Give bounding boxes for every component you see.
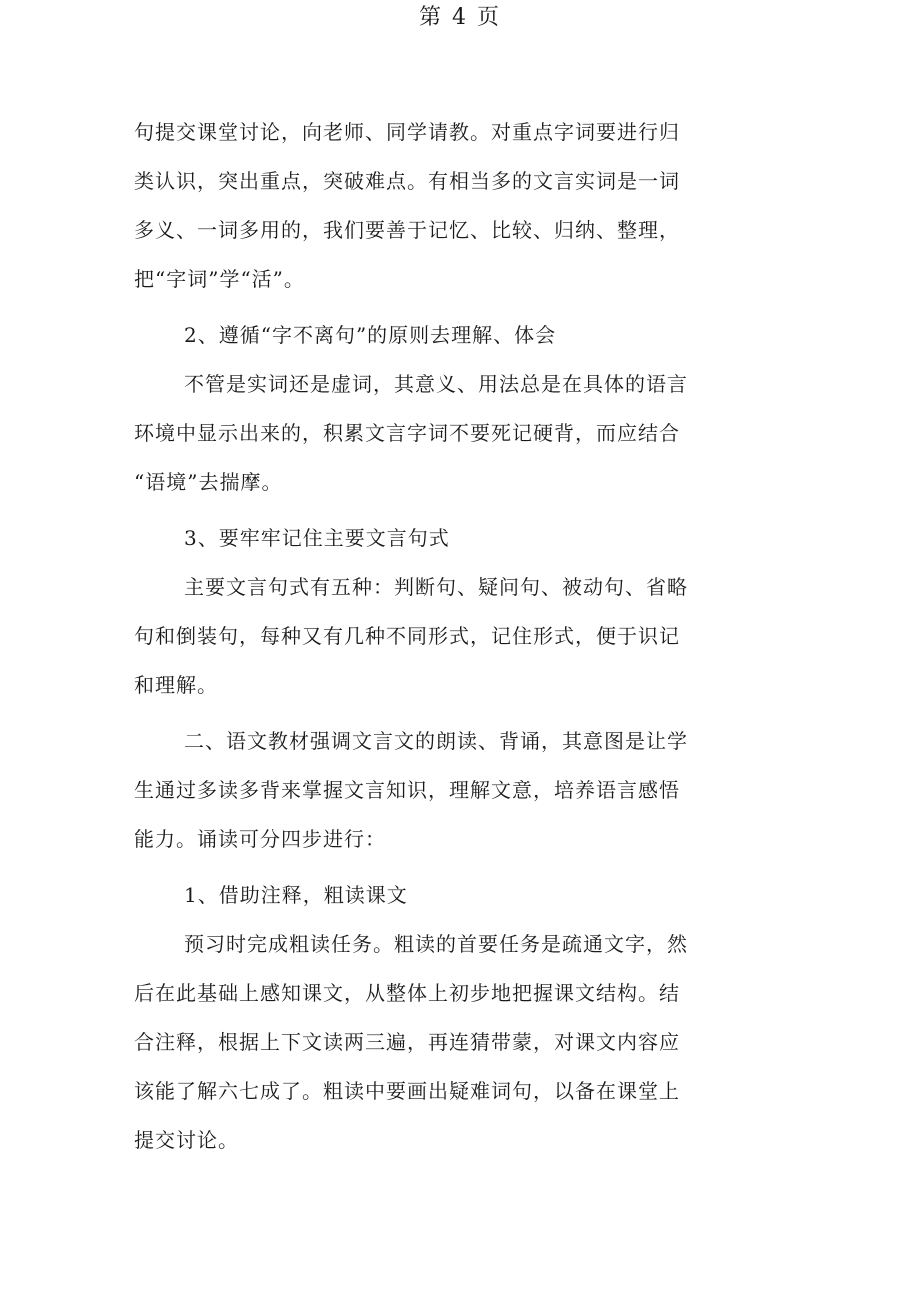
paragraph-start: 预习时完成粗读任务。粗读的首要任务是疏通文字，然	[184, 932, 688, 956]
text-line: 类认识，突出重点，突破难点。有相当多的文言实词是一词	[134, 169, 680, 193]
text-line: 环境中显示出来的，积累文言字词不要死记硬背，而应结合	[134, 421, 680, 445]
text-line: 句提交课堂讨论，向老师、同学请教。对重点字词要进行归	[134, 120, 680, 144]
text-line: 该能了解六七成了。粗读中要画出疑难词句，以备在课堂上	[134, 1079, 680, 1103]
text-line: 后在此基础上感知课文，从整体上初步地把握课文结构。结	[134, 981, 680, 1005]
text-line: “语境”去揣摩。	[134, 470, 283, 494]
section-heading: 3、要牢牢记住主要文言句式	[184, 526, 450, 550]
section-heading: 2、遵循“字不离句”的原则去理解、体会	[184, 323, 557, 347]
text-line: 能力。诵读可分四步进行：	[134, 827, 386, 851]
paragraph-start: 二、语文教材强调文言文的朗读、背诵，其意图是让学	[184, 729, 688, 753]
paragraph-start: 不管是实词还是虚词，其意义、用法总是在具体的语言	[184, 372, 688, 396]
text-line: 把“字词”学“活”。	[134, 267, 305, 291]
text-line: 生通过多读多背来掌握文言知识，理解文意，培养语言感悟	[134, 778, 680, 802]
section-heading: 1、借助注释，粗读课文	[184, 883, 408, 907]
paragraph-start: 主要文言句式有五种：判断句、疑问句、被动句、省略	[184, 575, 688, 599]
text-line: 合注释，根据上下文读两三遍，再连猜带蒙，对课文内容应	[134, 1030, 680, 1054]
text-line: 和理解。	[134, 673, 218, 697]
text-line: 提交讨论。	[134, 1128, 239, 1152]
page-number: 第 4 页	[419, 5, 501, 30]
document-body	[134, 108, 694, 1165]
text-line: 句和倒装句，每种又有几种不同形式，记住形式，便于识记	[134, 624, 680, 648]
text-line: 多义、一词多用的，我们要善于记忆、比较、归纳、整理，	[134, 218, 680, 242]
